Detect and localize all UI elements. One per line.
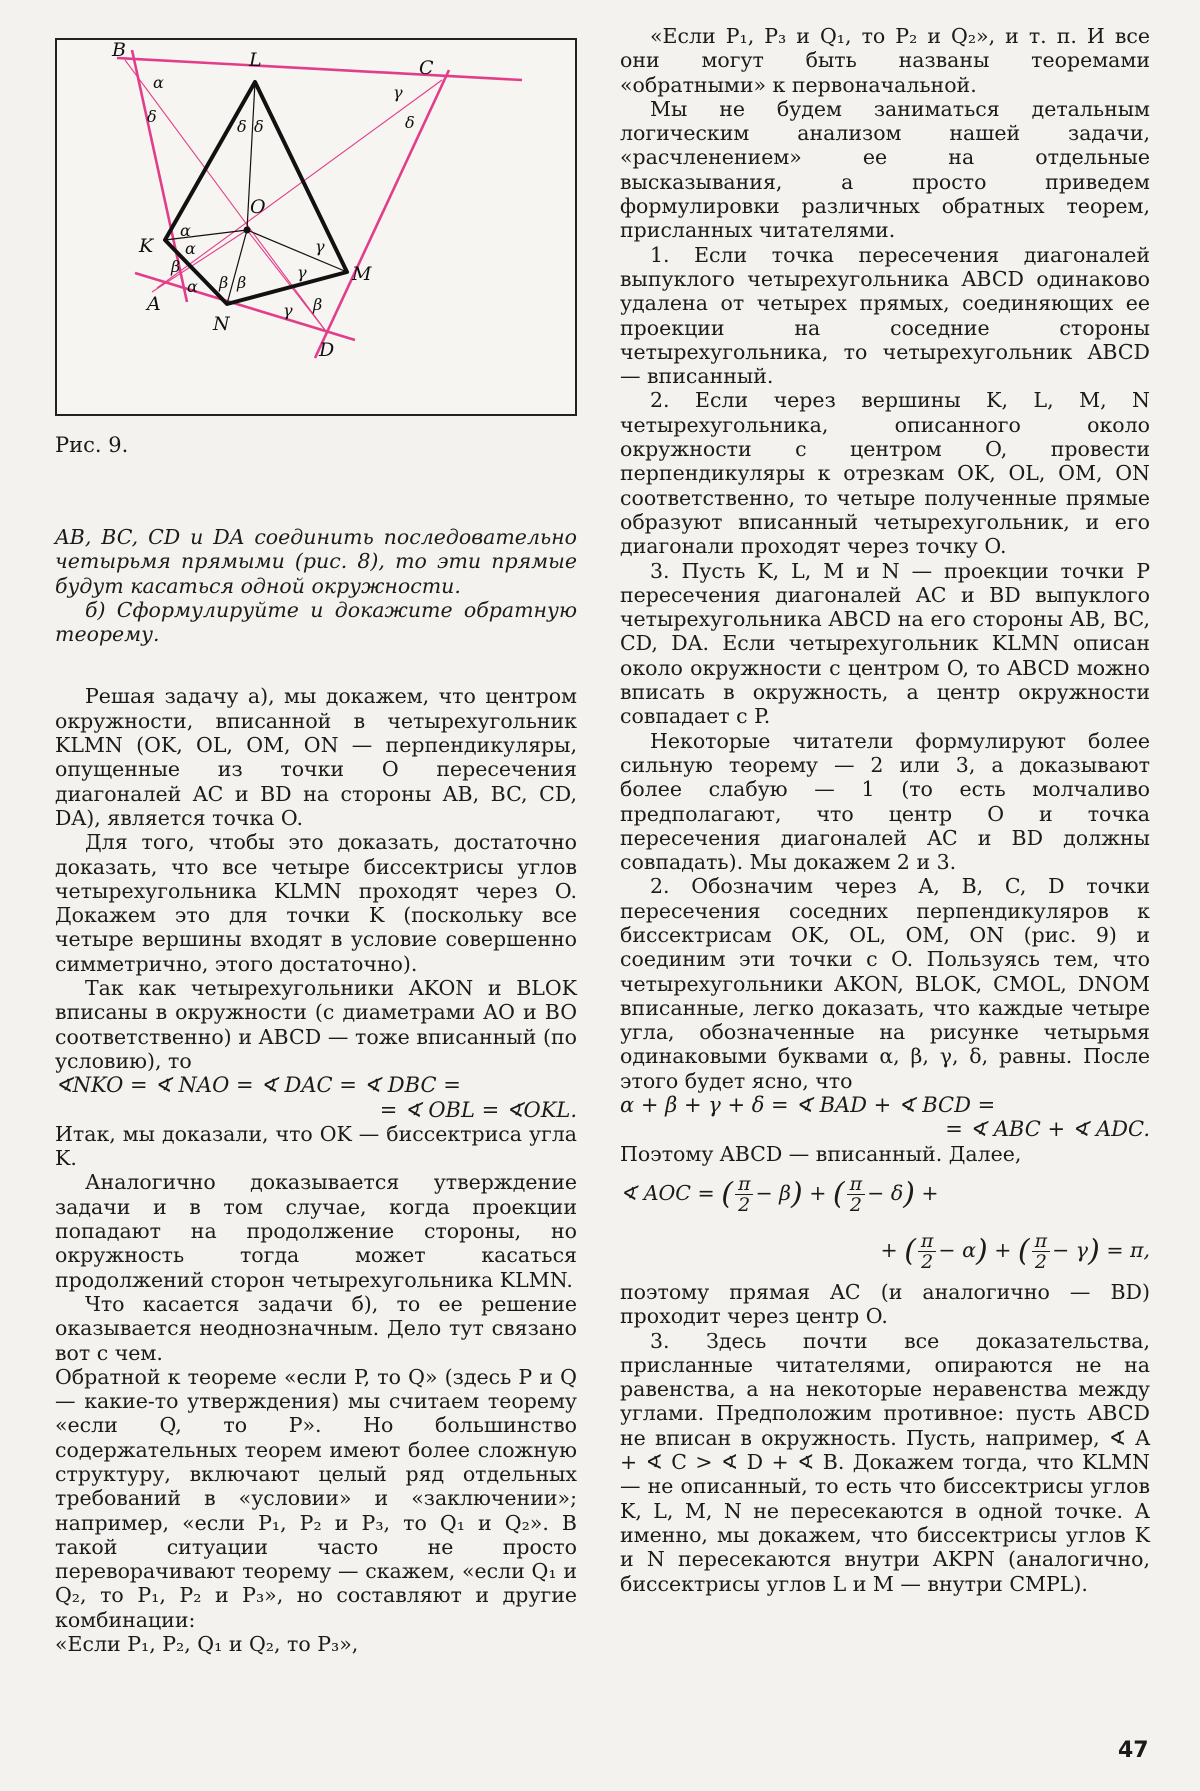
geometry-diagram xyxy=(57,40,575,414)
fraction-denominator: 2 xyxy=(849,1193,862,1216)
left-paragraph-6: Итак, мы доказали, что OK — биссектриса угла K. xyxy=(55,1121,577,1171)
right-paragraph-9: поэтому прямая AC (и аналогично — BD) проходит через центр O. xyxy=(620,1279,1150,1329)
right-column xyxy=(620,24,1150,1596)
angle-delta-L2: δ xyxy=(254,117,264,136)
right-paragraph-8: Поэтому ABCD — вписанный. Далее, xyxy=(620,1141,1022,1166)
angle-beta-N2: β xyxy=(237,273,247,292)
quadrilateral-KLMN xyxy=(165,82,347,304)
fraction-pi-2-1 xyxy=(735,1174,754,1215)
diagonal-AC xyxy=(157,80,442,288)
left-paragraph-10: «Если P₁, P₂, Q₁ и Q₂, то P₃», xyxy=(55,1632,359,1657)
fraction-pi-2-4 xyxy=(1032,1231,1051,1272)
label-N: N xyxy=(213,313,230,335)
angle-gamma-D: γ xyxy=(283,301,293,320)
paren-close-3: ) xyxy=(975,1233,988,1269)
left-paragraph-1: AB, BC, CD и DA соединить последовательно четырьмя прямыми (рис. 8), то эти прямые будут касаться одной окружности. xyxy=(55,525,577,598)
formula-3-lhs: ∢ AOC = xyxy=(620,1180,715,1205)
fraction-numerator: π xyxy=(847,1174,866,1195)
label-B: B xyxy=(112,40,126,61)
left-paragraph-4: Для того, чтобы это доказать, достаточно доказать, что все четыре биссектрисы углов четырехугольника KLMN проходят через O. Докажем это для точки K (поскольку все четыре вершины входят в условие совершенно симметрично, этого достаточно). xyxy=(55,830,577,976)
angle-delta-B: δ xyxy=(147,107,157,126)
formula-2-line-2: = ∢ ABC + ∢ ADC. xyxy=(945,1117,1150,1142)
line-BC xyxy=(117,58,522,80)
page-number: 47 xyxy=(1118,1738,1149,1763)
formula-1-line-1: ∢NKO = ∢ NAO = ∢ DAC = ∢ DBC = xyxy=(55,1073,461,1098)
paren-open-4: ( xyxy=(1017,1233,1030,1269)
label-M: M xyxy=(352,263,372,285)
paren-close-2: ) xyxy=(903,1176,915,1212)
left-paragraph-3: Решая задачу а), мы докажем, что центром окружности, вписанной в четырехугольник KLMN (OK, OL, OM, ON — перпендикуляры, опущенные из точки O пересечения диагоналей AC и BD на стороны AB, BC, CD, DA), является точка O. xyxy=(55,684,577,830)
fraction-numerator: π xyxy=(918,1231,937,1252)
fraction-numerator: π xyxy=(1032,1231,1051,1252)
figure-9 xyxy=(55,38,577,416)
label-L: L xyxy=(249,49,262,71)
angle-delta-C: δ xyxy=(405,113,415,132)
angle-gamma-C: γ xyxy=(393,83,403,102)
right-paragraph-4: 2. Если через вершины K, L, M, N четырехугольника, описанного около окружности с центром O, провести перпендикуляры к отрезкам OK, OL, OM, ON соответственно, то четыре полученные прямые образуют вписанный четырехугольник, и его диагонали проходят через точку O. xyxy=(620,388,1150,559)
fraction-pi-2-2 xyxy=(847,1174,866,1215)
angle-beta-D: β xyxy=(313,295,323,314)
formula-2-line-1: α + β + γ + δ = ∢ BAD + ∢ BCD = xyxy=(620,1093,996,1118)
label-D: D xyxy=(319,339,335,361)
right-paragraph-2: Мы не будем заниматься детальным логическим анализом нашей задачи, «расчленением» ее на отдельные высказывания, а просто приведем формулировки различных обратных теорем, присланных читателями. xyxy=(620,96,1150,243)
formula-1-line-2: = ∢ OBL = ∢OKL. xyxy=(379,1097,577,1122)
formula-3-result: = π, xyxy=(1106,1237,1150,1262)
angle-gamma-M1: γ xyxy=(315,237,325,256)
angle-alpha-K2: α xyxy=(185,239,196,258)
label-C: C xyxy=(419,57,434,79)
label-O: O xyxy=(250,196,266,218)
paren-open-1: ( xyxy=(721,1176,733,1212)
fraction-denominator: 2 xyxy=(738,1193,751,1216)
left-paragraph-5: Так как четырехугольники AKON и BLOK вписаны в окружности (с диаметрами AO и BO соответственно) и ABCD — тоже вписанный (по условию), то xyxy=(55,976,577,1073)
angle-alpha-A: α xyxy=(187,277,198,296)
term-gamma: − γ xyxy=(1052,1237,1089,1262)
angle-alpha-K1: α xyxy=(180,221,191,240)
formula-3-line-1: ∢ AOC = ( $\frac{\pi}{2}$ − β) + ( $\frac{\pi}{2}$ − δ) + xyxy=(620,1172,939,1216)
angle-alpha-B: α xyxy=(153,73,164,92)
left-paragraph-2: б) Сформулируйте и докажите обратную теорему. xyxy=(55,597,577,647)
left-paragraph-7: Аналогично доказывается утверждение задачи и в том случае, когда проекции попадают на продолжение стороны, но окружность тогда может касаться продолжений сторон четырехугольника KLMN. xyxy=(55,1170,577,1292)
right-paragraph-5: 3. Пусть K, L, M и N — проекции точки P пересечения диагоналей AC и BD выпуклого четырехугольника ABCD на его стороны AB, BC, CD, DA. Если четырехугольник KLMN описан около окружности с центром O, то ABCD можно вписать в окружность, а центр окружности совпадает с P. xyxy=(620,558,1150,729)
right-paragraph-10: 3. Здесь почти все доказательства, присланные читателями, опираются не на равенства, а на некоторые неравенства между углами. Предположим противное: пусть ABCD не вписан в окружность. Пусть, например, ∢ A + ∢ C > ∢ D + ∢ B. Докажем тогда, что KLMN — не описанный, то есть что биссектрисы углов K, L, M, N не пересекаются в одной точке. А именно, мы докажем, что биссектрисы углов K и N пересекаются внутри AKPN (аналогично, биссектрисы углов L и M — внутри CMPL). xyxy=(620,1328,1150,1596)
fraction-denominator: 2 xyxy=(921,1250,934,1273)
left-paragraph-9: Обратной к теореме «если P, то Q» (здесь P и Q — какие-то утверждения) мы считаем теорему «если Q, то P». Но большинство содержательных теорем имеют более сложную структуру, включают целый ряд отдельных требований в «условии» и «заключении»; например, «если P₁, P₂ и P₃, то Q₁ и Q₂». В такой ситуации часто не просто переворачивают теорему — скажем, «если Q₁ и Q₂, то P₁, P₂ и P₃», но составляют и другие комбинации: xyxy=(55,1364,577,1632)
term-alpha: − α xyxy=(938,1237,976,1262)
right-paragraph-3: 1. Если точка пересечения диагоналей выпуклого четырехугольника ABCD одинаково удалена от четырех прямых, соединяющих ее проекции на соседние стороны четырехугольника, то четырехугольник ABCD — вписанный. xyxy=(620,242,1150,389)
left-column xyxy=(55,525,577,1656)
term-delta: − δ xyxy=(867,1180,904,1205)
fraction-pi-2-3 xyxy=(918,1231,937,1272)
angle-beta-K: β xyxy=(171,257,181,276)
angle-beta-N1: β xyxy=(219,273,229,292)
left-paragraph-8: Что касается задачи б), то ее решение оказывается неоднозначным. Дело тут связано вот с чем. xyxy=(55,1291,577,1365)
figure-caption: Рис. 9. xyxy=(55,433,129,457)
line-CD xyxy=(315,70,449,358)
fraction-denominator: 2 xyxy=(1034,1250,1047,1273)
right-paragraph-7: 2. Обозначим через A, B, C, D точки пересечения соседних перпендикуляров к биссектрисам OK, OL, OM, ON (рис. 9) и соединим эти точки с O. Пользуясь тем, что четырехугольники AKON, BLOK, CMOL, DNOM вписанные, легко доказать, что каждые четыре угла, обозначенные на рисунке четырьмя одинаковыми буквами α, β, γ, δ, равны. После этого будет ясно, что xyxy=(620,874,1150,1093)
fraction-numerator: π xyxy=(735,1174,754,1195)
paren-close-1: ) xyxy=(790,1176,803,1212)
label-K: K xyxy=(139,235,154,257)
label-A: A xyxy=(147,293,161,315)
formula-3-line-2: + ( $\frac{\pi}{2}$ − α) + ( $\frac{\pi}{2}$ − γ) = π, xyxy=(880,1229,1150,1273)
right-paragraph-1: «Если P₁, P₃ и Q₁, то P₂ и Q₂», и т. п. И все они могут быть названы теоремами «обратными» к первоначальной. xyxy=(620,24,1150,97)
right-paragraph-6: Некоторые читатели формулируют более сильную теорему — 2 или 3, а доказывают более слабую — 1 (то есть молчаливо предполагают, что центр O и точка пересечения диагоналей AC и BD должны совпадать). Мы докажем 2 и 3. xyxy=(620,728,1150,875)
term-beta: − β xyxy=(755,1180,791,1205)
paren-open-3: ( xyxy=(904,1233,916,1269)
angle-gamma-M2: γ xyxy=(297,263,307,282)
angle-delta-L1: δ xyxy=(237,117,247,136)
paren-open-2: ( xyxy=(832,1176,845,1212)
point-O xyxy=(244,227,251,234)
paren-close-4: ) xyxy=(1088,1233,1100,1269)
